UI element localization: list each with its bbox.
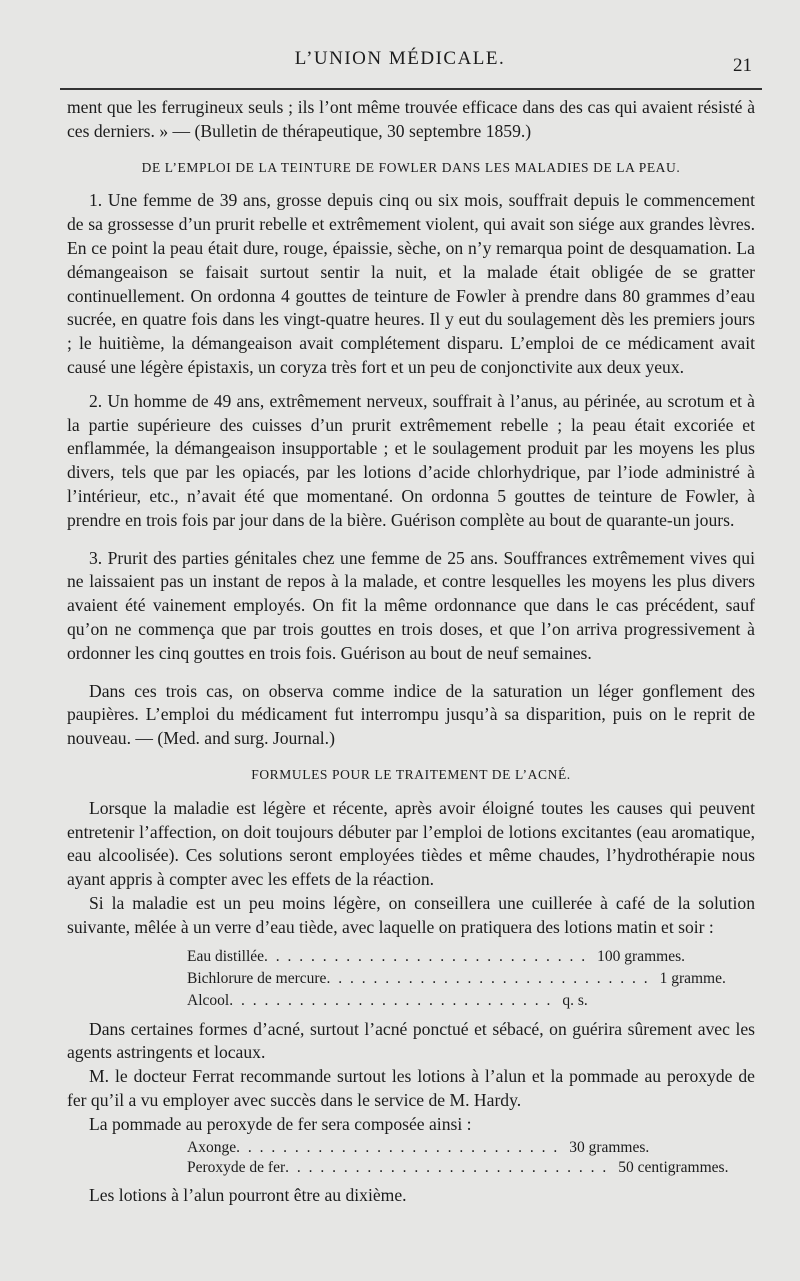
section-title-acne: FORMULES POUR LE TRAITEMENT DE L’ACNÉ. [251, 766, 571, 782]
ingredient-name: Bichlorure de mercure [187, 969, 327, 987]
dot-leader: . . . . . . . . . . . . . . . . . . . . . . . . . . . . [236, 1139, 560, 1157]
dot-leader: . . . . . . . . . . . . . . . . . . . . . . . . . . . . [326, 969, 650, 987]
formula-line [187, 990, 617, 1012]
ingredient-quantity: 30 grammes. [569, 1139, 650, 1157]
ingredient-quantity: 100 grammes. [597, 947, 685, 965]
case-3-paragraph: 3. Prurit des parties génitales chez une femme de 25 ans. Souffrances extrêmement vives qui ne laissaient pas un instant de repos à la malade, et contre lesquelles les moyens les plus divers avaient été vainement employés. On fit la même ordonnance que dans le cas précédent, sauf qu’on ne commença que par trois gouttes en trois doses, et que l’on arriva progressivement à ordonner les cinq gouttes en trois fois. Guérison au bout de neuf semaines. [67, 547, 755, 663]
formula-mercury-lotion [187, 946, 726, 1012]
conclusion-paragraph: Dans ces trois cas, on observa comme indice de la saturation un léger gonflement des paupières. L’emploi du médicament fut interrompu jusqu’à sa disparition, puis on le reprit de nouveau. — (Med. and surg. Journal.) [67, 680, 755, 749]
formula-line [187, 1138, 650, 1158]
dot-leader: . . . . . . . . . . . . . . . . . . . . . . . . . . . . [264, 947, 588, 965]
acne-paragraph-1: Lorsque la maladie est légère et récente, après avoir éloigné toutes les causes qui peuvent entretenir l’affection, on doit toujours débuter par l’emploi de lotions excitantes (eau aromatique, eau alcoolisée). Ces solutions seront employées tièdes et même chaudes, l’hydrothérapie nous ayant appris à compter avec les effets de la réaction. [67, 797, 755, 890]
acne-paragraph-5: La pommade au peroxyde de fer sera composée ainsi : [89, 1113, 472, 1134]
case-2-paragraph: 2. Un homme de 49 ans, extrêmement nerveux, souffrait à l’anus, au périnée, au scrotum et à la partie supérieure des cuisses d’un prurit extrêmement rebelle ; la peau était excoriée et enflammée, la démangeaison insupportable ; et le soulagement produit par les moyens les plus divers, tels que par les opiacés, par les lotions d’acide chlorhydrique, par l’iode administré à l’intérieur, etc., n’avait été que momentané. On ordonna 5 gouttes de teinture de Fowler, à prendre en trois fois par jour dans de la bière. Guérison complète au bout de quarante-un jours. [67, 390, 755, 530]
page-number: 21 [733, 55, 752, 76]
page-body [67, 96, 755, 1208]
ingredient-quantity: q. s. [562, 991, 588, 1009]
formula-line [187, 946, 685, 968]
ingredient-name: Peroxyde de fer [187, 1159, 286, 1177]
acne-paragraph-2: Si la maladie est un peu moins légère, on conseillera une cuillerée à café de la solution suivante, mêlée à un verre d’eau tiède, avec laquelle on pratiquera des lotions matin et soir : [67, 892, 755, 937]
header-rule [60, 88, 762, 90]
ingredient-name: Axonge [187, 1139, 237, 1157]
formula-line [187, 1158, 729, 1178]
journal-title: L’UNION MÉDICALE. [294, 48, 506, 69]
acne-paragraph-4: M. le docteur Ferrat recommande surtout les lotions à l’alun et la pommade au peroxyde de fer qu’il a vu employer avec succès dans le service de M. Hardy. [67, 1066, 755, 1110]
acne-paragraph-6: Les lotions à l’alun pourront être au dixième. [89, 1185, 407, 1206]
ingredient-name: Alcool [187, 991, 230, 1009]
formula-line [187, 968, 726, 990]
case-1-paragraph: 1. Une femme de 39 ans, grosse depuis cinq ou six mois, souffrait depuis le commencement de sa grossesse d’un prurit rebelle et extrêmement violent, qui avait son siége aux grandes lèvres. En ce point la peau était dure, rouge, épaissie, sèche, on n’y remarqua point de desquamation. La démangeaison se faisait surtout sentir la nuit, et la malade était obligée de se gratter continuellement. On ordonna 4 gouttes de teinture de Fowler à prendre dans 80 grammes d’eau sucrée, en quatre fois dans les vingt-quatre heures. Il y eut du soulagement dès les premiers jours ; le huitième, la démangeaison avait complétement disparu. L’emploi de ce médicament avait causé une légère épistaxis, un coryza très fort et un peu de conjonctivite aux deux yeux. [67, 190, 755, 377]
ingredient-quantity: 1 gramme. [659, 969, 726, 987]
formula-iron-ointment [187, 1138, 729, 1178]
dot-leader: . . . . . . . . . . . . . . . . . . . . . . . . . . . . [285, 1159, 609, 1177]
ingredient-quantity: 50 centigrammes. [618, 1159, 729, 1177]
section-title-fowler: DE L’EMPLOI DE LA TEINTURE DE FOWLER DANS LES MALADIES DE LA PEAU. [141, 159, 681, 175]
intro-continuation: ment que les ferrugineux seuls ; ils l’ont même trouvée efficace dans des cas qui avaient résisté à ces derniers. » — (Bulletin de thérapeutique, 30 septembre 1859.) [67, 97, 755, 141]
dot-leader: . . . . . . . . . . . . . . . . . . . . . . . . . . . . [229, 991, 553, 1009]
running-head [0, 46, 800, 76]
acne-paragraph-3: Dans certaines formes d’acné, surtout l’acné ponctué et sébacé, on guérira sûrement avec les agents astringents et locaux. [67, 1018, 755, 1063]
ingredient-name: Eau distillée [187, 947, 265, 965]
